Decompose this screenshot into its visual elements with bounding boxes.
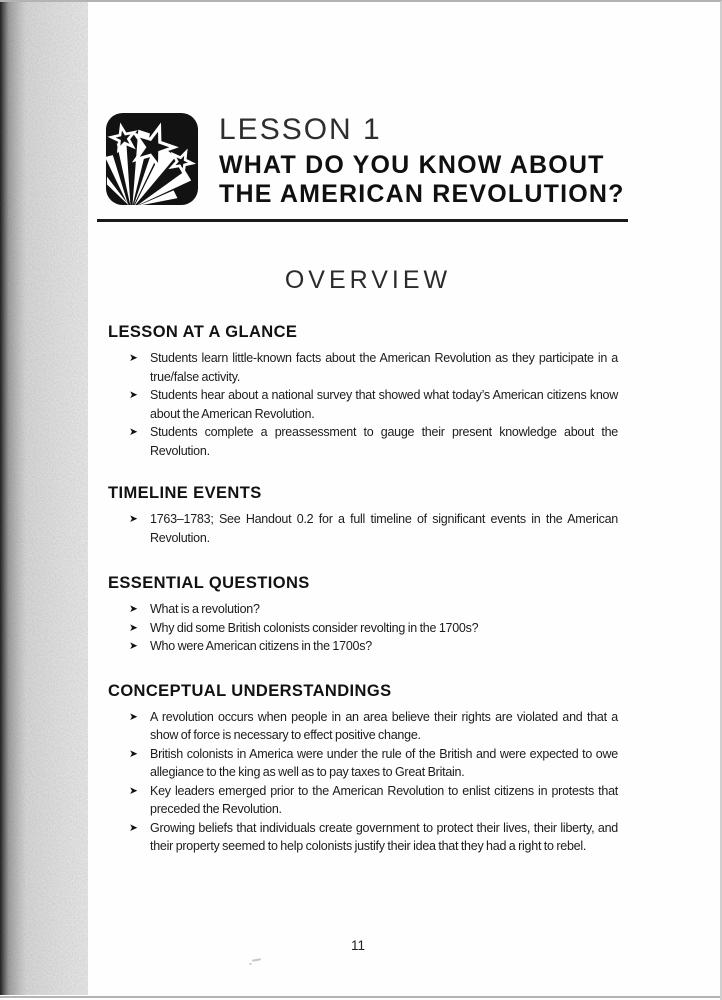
section-conceptual-understandings: [108, 681, 628, 856]
lesson-title: [219, 151, 625, 209]
bullet-text: Students complete a preassessment to gauge their present knowledge about the Revolution.: [150, 425, 618, 458]
scan-smudge: [252, 958, 261, 962]
bullet-arrow-icon: ➤: [129, 747, 138, 760]
section-essential-questions: [108, 573, 628, 656]
bullet-text: Who were American citizens in the 1700s?: [150, 639, 372, 653]
bullet-list: [108, 600, 628, 656]
bullet-arrow-icon: ➤: [129, 821, 138, 834]
bullet-text: British colonists in America were under the rule of the British and were expected to owe allegiance to the king as well as to pay taxes to Great Britain.: [150, 746, 618, 779]
list-item: [108, 637, 628, 656]
bullet-arrow-icon: ➤: [129, 389, 138, 401]
section-timeline-events: [108, 483, 628, 547]
bullet-text: What is a revolution?: [150, 602, 260, 616]
list-item: [108, 510, 628, 547]
bullet-text: Key leaders emerged prior to the American Revolution to enlist citizens in protests that preceded the Revolution.: [150, 783, 618, 816]
lesson-title-line2: THE AMERICAN REVOLUTION?: [219, 180, 625, 208]
list-item: [108, 619, 628, 638]
scan-smudge: [249, 963, 252, 965]
overview-heading: OVERVIEW: [284, 266, 452, 294]
page-content: [108, 2, 628, 856]
page-number: 11: [350, 938, 365, 953]
list-item: [108, 349, 628, 386]
scan-bottom-edge: [0, 996, 722, 998]
bullet-text: A revolution occurs when people in an area believe their rights are violated and that a show of force is necessary to effect positive change.: [150, 709, 618, 742]
section-title: CONCEPTUAL UNDERSTANDINGS: [108, 681, 392, 700]
list-item: [108, 745, 628, 782]
bullet-arrow-icon: ➤: [129, 784, 138, 797]
bullet-arrow-icon: ➤: [129, 621, 138, 634]
list-item: [108, 782, 628, 819]
bullet-text: Growing beliefs that individuals create government to protect their lives, their liberty, and their property seemed to help colonists justify their idea that they had a right to rebel.: [150, 820, 618, 853]
lesson-number-label: LESSON 1: [219, 113, 382, 146]
section-lesson-at-a-glance: [108, 322, 628, 460]
bullet-list: [108, 349, 628, 460]
list-item: [108, 600, 628, 619]
bullet-arrow-icon: ➤: [129, 426, 138, 438]
bullet-list: [108, 510, 628, 547]
bullet-text: 1763–1783; See Handout 0.2 for a full timeline of significant events in the American Revolution.: [150, 512, 618, 545]
bullet-list: [108, 708, 628, 856]
bullet-arrow-icon: ➤: [129, 513, 138, 525]
bullet-arrow-icon: ➤: [129, 603, 138, 615]
section-title: LESSON AT A GLANCE: [108, 323, 298, 341]
bullet-arrow-icon: ➤: [129, 352, 138, 364]
list-item: [108, 423, 628, 460]
list-item: [108, 708, 628, 745]
scan-binding-texture: [0, 2, 88, 995]
lesson-title-line1: WHAT DO YOU KNOW ABOUT: [219, 151, 605, 179]
section-title: ESSENTIAL QUESTIONS: [108, 574, 310, 592]
lesson-header: [108, 2, 628, 209]
bullet-text: Why did some British colonists consider revolting in the 1700s?: [150, 620, 479, 635]
header-rule: [97, 219, 628, 222]
section-title: TIMELINE EVENTS: [108, 484, 262, 502]
list-item: [108, 819, 628, 856]
bullet-text: Students learn little-known facts about the American Revolution as they participate in a true/false activity.: [150, 351, 618, 384]
bullet-arrow-icon: ➤: [129, 640, 138, 652]
bullet-text: Students hear about a national survey that showed what today’s American citizens know about the American Revolution.: [150, 388, 618, 421]
shooting-stars-icon: [105, 112, 199, 206]
bullet-arrow-icon: ➤: [129, 710, 138, 723]
header-titles: [219, 112, 625, 209]
list-item: [108, 386, 628, 423]
